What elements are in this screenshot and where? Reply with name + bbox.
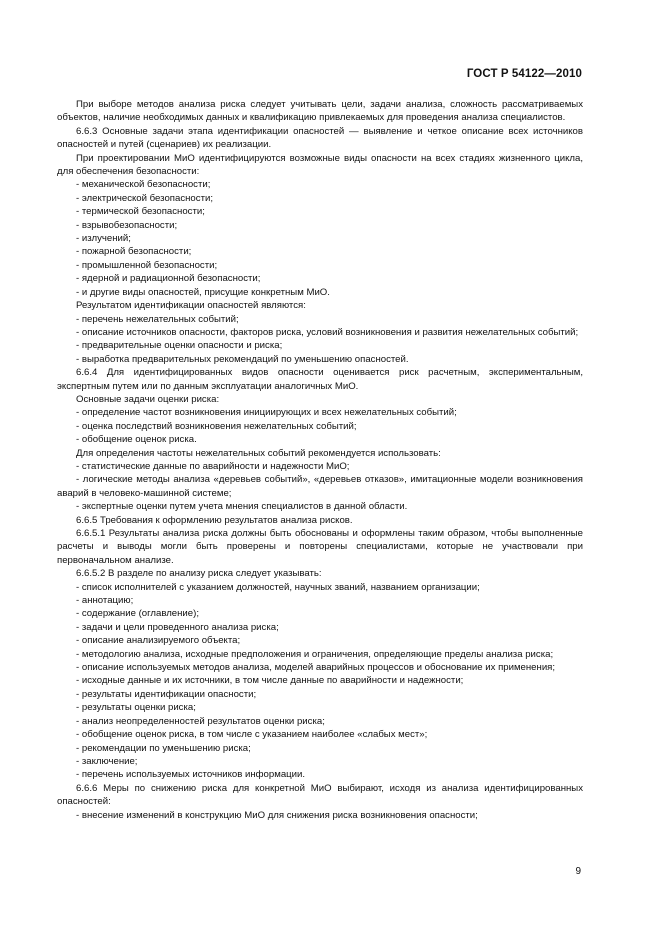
paragraph: - описание анализируемого объекта; [76, 635, 241, 647]
paragraph: - определение частот возникновения инициирующих и всех нежелательных событий; [76, 407, 457, 419]
paragraph: - перечень нежелательных событий; [76, 313, 239, 325]
paragraph: - список исполнителей с указанием должностей, научных званий, названием организации; [76, 581, 480, 593]
paragraph: - выработка предварительных рекомендаций по уменьшению опасностей. [76, 353, 409, 365]
paragraph: - рекомендации по уменьшению риска; [76, 742, 251, 754]
paragraph: - обобщение оценок риска, в том числе с указанием наиболее «слабых мест»; [76, 729, 428, 741]
paragraph: - результаты идентификации опасности; [76, 688, 257, 700]
paragraph: - описание используемых методов анализа, моделей аварийных процессов и обоснование их применения; [76, 662, 556, 674]
paragraph: 6.6.6 Меры по снижению риска для конкретной МиО выбирают, исходя из анализа идентифицированных опасностей: [57, 782, 583, 808]
paragraph: - внесение изменений в конструкцию МиО для снижения риска возникновения опасности; [76, 809, 478, 821]
paragraph: - обобщение оценок риска. [76, 434, 197, 446]
paragraph: - описание источников опасности, факторов риска, условий возникновения и развития нежелательных событий; [76, 326, 579, 338]
paragraph: - и другие виды опасностей, присущие конкретным МиО. [76, 286, 330, 298]
paragraph: - пожарной безопасности; [76, 246, 192, 258]
page-number: 9 [575, 866, 581, 877]
paragraph: Основные задачи оценки риска: [76, 393, 220, 405]
standard-code-header: ГОСТ Р 54122—2010 [466, 68, 582, 80]
paragraph: - аннотацию; [76, 595, 134, 607]
paragraph: Для определения частоты нежелательных событий рекомендуется использовать: [76, 447, 441, 459]
paragraph: - электрической безопасности; [76, 192, 213, 204]
paragraph: 6.6.5.1 Результаты анализа риска должны быть обоснованы и оформлены таким образом, чтобы выполненные расчеты и выводы могли быть проверены и повторены специалистами, которые не участвовали при первоначальном анализе. [57, 528, 583, 566]
paragraph: - излучений; [76, 233, 131, 245]
paragraph: Результатом идентификации опасностей являются: [76, 300, 306, 312]
paragraph: При проектировании МиО идентифицируются возможные виды опасности на всех стадиях жизненного цикла, для обеспечения безопасности: [57, 152, 583, 178]
paragraph: - статистические данные по аварийности и надежности МиО; [76, 460, 350, 472]
paragraph: 6.6.5 Требования к оформлению результатов анализа рисков. [76, 514, 353, 526]
paragraph: - результаты оценки риска; [76, 702, 196, 714]
document-body [57, 98, 583, 822]
paragraph: 6.6.5.2 В разделе по анализу риска следует указывать: [76, 568, 322, 580]
paragraph: - термической безопасности; [76, 206, 205, 218]
paragraph: - заключение; [76, 755, 138, 767]
paragraph: - ядерной и радиационной безопасности; [76, 273, 261, 285]
paragraph: 6.6.4 Для идентифицированных видов опасности оценивается риск расчетным, экспериментальным, экспертным путем или по данным эксплуатации аналогичных МиО. [57, 367, 583, 392]
paragraph: - предварительные оценки опасности и риска; [76, 340, 283, 352]
paragraph: При выборе методов анализа риска следует учитывать цели, задачи анализа, сложность рассматриваемых объектов, наличие необходимых данных и квалификацию привлекаемых для проведения анализа специалистов. [57, 99, 583, 124]
paragraph: - промышленной безопасности; [76, 259, 218, 271]
paragraph: - исходные данные и их источники, в том числе данные по аварийности и надежности; [76, 675, 464, 687]
paragraph: - перечень используемых источников информации. [76, 769, 306, 781]
paragraph: - оценка последствий возникновения нежелательных событий; [76, 420, 357, 432]
paragraph: - экспертные оценки путем учета мнения специалистов в данной области. [76, 501, 408, 513]
paragraph: - механической безопасности; [76, 179, 211, 191]
paragraph: 6.6.3 Основные задачи этапа идентификации опасностей — выявление и четкое описание всех источников опасностей и путей (сценариев) их реализации. [57, 125, 583, 151]
paragraph: - логические методы анализа «деревьев событий», «деревьев отказов», имитационные модели возникновения аварий в человеко-машинной системе; [57, 474, 583, 499]
paragraph: - анализ неопределенностей результатов оценки риска; [76, 715, 325, 727]
paragraph: - взрывобезопасности; [76, 219, 178, 231]
paragraph: - методологию анализа, исходные предположения и ограничения, определяющие пределы анализа риска; [76, 648, 554, 660]
paragraph: - задачи и цели проведенного анализа риска; [76, 621, 279, 633]
paragraph: - содержание (оглавление); [76, 608, 199, 620]
